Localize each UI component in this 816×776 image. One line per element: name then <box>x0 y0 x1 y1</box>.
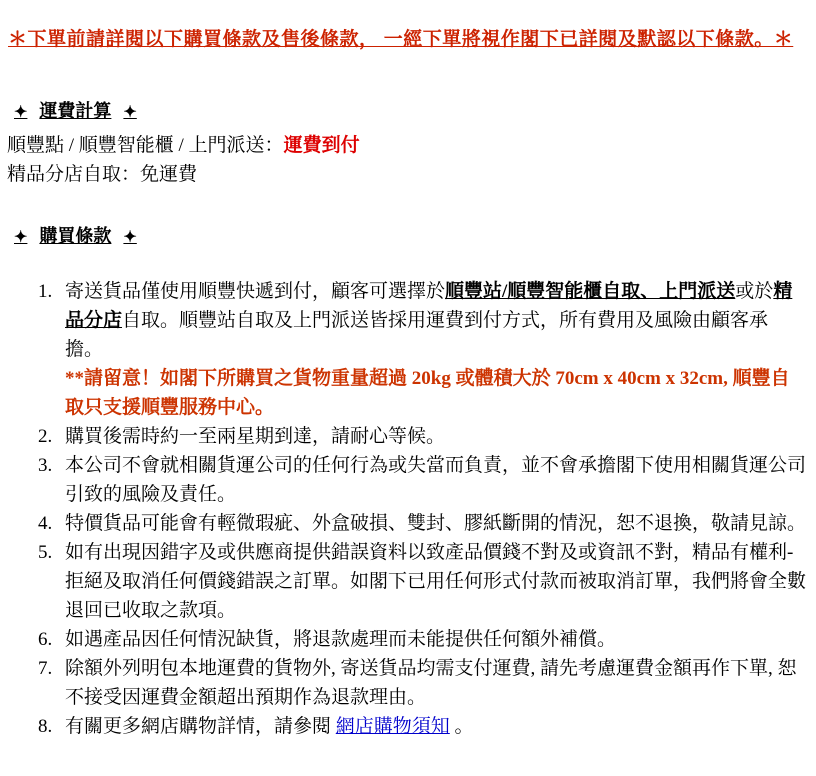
term-text: 自取。順豐站自取及上門派送皆採用運費到付方式，所有費用及風險由顧客承擔。 <box>65 310 769 360</box>
freight-collect-highlight: 運費到付 <box>283 135 360 156</box>
term-item-content <box>65 422 806 451</box>
diamond-icon: ✦ <box>14 229 28 246</box>
diamond-icon: ✦ <box>123 104 137 121</box>
terms-heading-label: 購買條款 <box>39 226 112 246</box>
diamond-icon: ✦ <box>123 229 137 246</box>
terms-document <box>0 24 816 776</box>
store-shopping-notice-link[interactable]: 網店購物須知 <box>335 716 450 737</box>
term-text: 除額外列明包本地運費的貨物外, 寄送貨品均需支付運費, 請先考慮運費金額再作下單, 恕不接受因運費金額超出預期作為退款理由。 <box>65 658 797 708</box>
term-emphasis: 精品分店 <box>65 281 793 331</box>
term-item-number: 2. <box>38 426 53 447</box>
term-item-1 <box>38 277 806 422</box>
term-text: 本公司不會就相關貨運公司的任何行為或失當而負責，並不會承擔閣下使用相關貨運公司引致的風險及責任。 <box>65 455 807 505</box>
term-item-number: 3. <box>38 455 53 476</box>
term-item-number: 7. <box>38 658 53 679</box>
shipping-methods-text: 順豐點 / 順豐智能櫃 / 上門派送： <box>7 135 284 156</box>
term-item-2 <box>38 422 806 451</box>
term-item-content <box>65 654 806 712</box>
term-text: 如有出現因錯字及或供應商提供錯誤資料以致產品價錢不對及或資訊不對，精品有權利-拒絕及取消任何價錢錯誤之訂單。如閣下已用任何形式付款而被取消訂單，我們將會全數退回已收取之款項。 <box>65 542 807 621</box>
term-text: 如遇產品因任何情況缺貨，將退款處理而未能提供任何額外補償。 <box>65 629 617 650</box>
term-item-number: 5. <box>38 542 53 563</box>
term-item-number: 1. <box>38 281 53 302</box>
term-item-content <box>65 277 806 422</box>
term-item-8 <box>38 712 806 741</box>
term-item-6 <box>38 625 806 654</box>
term-text: 寄送貨品僅使用順豐快遞到付，顧客可選擇於 <box>65 281 446 302</box>
term-text: 有關更多網店購物詳情，請參閱 <box>65 716 336 737</box>
term-item-number: 8. <box>38 716 53 737</box>
term-item-content <box>65 451 806 509</box>
term-text: 。 <box>449 716 474 737</box>
diamond-icon: ✦ <box>14 104 28 121</box>
terms-section-heading <box>14 222 816 248</box>
term-item-number: 4. <box>38 513 53 534</box>
term-item-content <box>65 509 806 538</box>
shipping-section-heading <box>14 97 816 123</box>
term-item-content <box>65 538 806 625</box>
term-text: 購買後需時約一至兩星期到達，請耐心等候。 <box>65 426 446 447</box>
term-text: 或於 <box>735 281 774 302</box>
term-item-number: 6. <box>38 629 53 650</box>
weight-limit-warning: **請留意！如閣下所購買之貨物重量超過 20kg 或體積大於 70cm x 40cm x 32cm, 順豐自取只支援順豐服務中心。 <box>65 368 790 418</box>
shipping-methods-line <box>7 131 816 160</box>
term-item-5 <box>38 538 806 625</box>
term-item-4 <box>38 509 806 538</box>
page-title: ＊下單前請詳閱以下購買條款及售後條款， 一經下單將視作閣下已詳閱及默認以下條款。＊ <box>8 29 794 50</box>
shipping-heading-label: 運費計算 <box>39 101 112 121</box>
terms-list <box>38 277 806 741</box>
term-text: 特價貨品可能會有輕微瑕疵、外盒破損、雙封、膠紙斷開的情況，恕不退換，敬請見諒。 <box>65 513 807 534</box>
term-item-content <box>65 625 806 654</box>
term-emphasis: 順豐站/順豐智能櫃自取、上門派送 <box>445 281 736 302</box>
term-item-content <box>65 712 806 741</box>
store-pickup-line: 精品分店自取：免運費 <box>7 164 198 185</box>
term-item-3 <box>38 451 806 509</box>
term-item-7 <box>38 654 806 712</box>
